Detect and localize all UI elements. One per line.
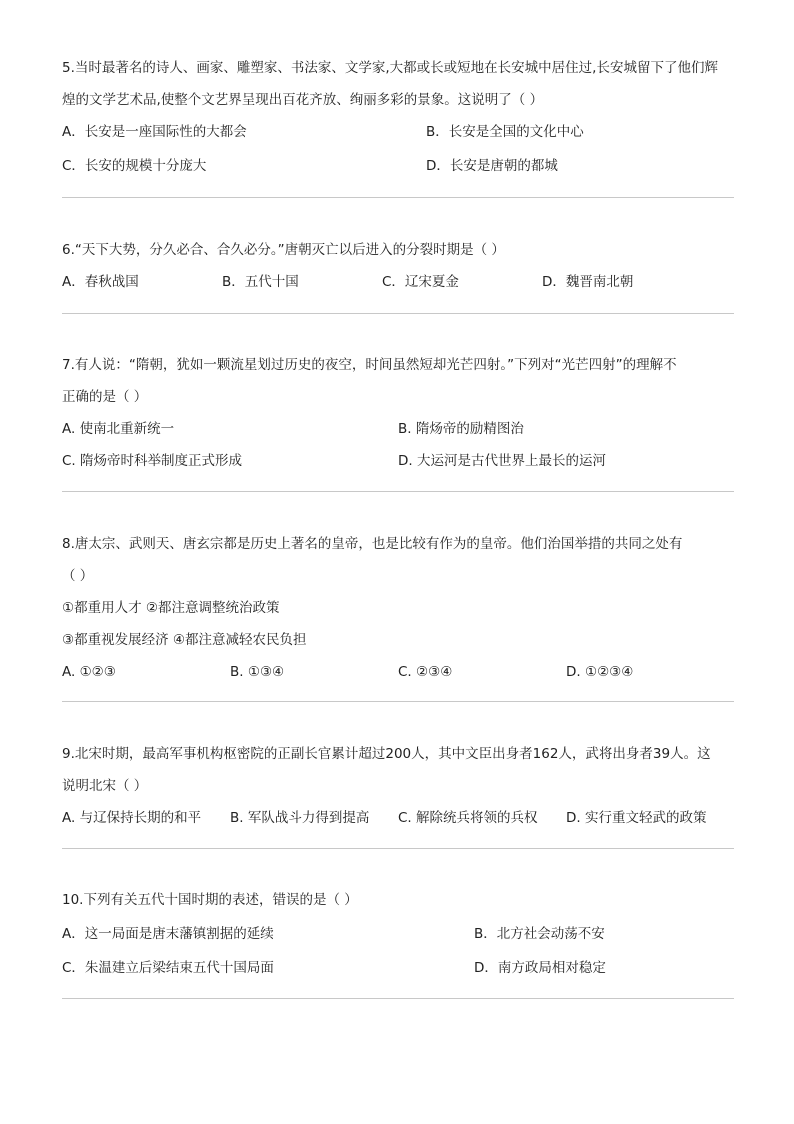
option-a[interactable]: A. 与辽保持长期的和平 xyxy=(62,810,202,826)
option-d[interactable]: D．南方政局相对稳定 xyxy=(474,960,606,976)
question-stem-line: （ ） xyxy=(62,568,94,584)
option-d[interactable]: D. ①②③④ xyxy=(566,664,634,680)
option-b[interactable]: B. 隋炀帝的励精图治 xyxy=(398,421,524,437)
question-divider xyxy=(62,491,734,492)
option-c[interactable]: C. ②③④ xyxy=(398,664,453,680)
option-d[interactable]: D．魏晋南北朝 xyxy=(542,274,634,290)
question-divider xyxy=(62,848,734,849)
option-a[interactable]: A．春秋战国 xyxy=(62,274,139,290)
question-stem-line: 9.北宋时期，最高军事机构枢密院的正副长官累计超过200人，其中文臣出身者162人，武将出身者39人。这 xyxy=(62,746,711,762)
option-d[interactable]: D. 实行重文轻武的政策 xyxy=(566,810,707,826)
option-c[interactable]: C．朱温建立后梁结束五代十国局面 xyxy=(62,960,274,976)
option-b[interactable]: B．五代十国 xyxy=(222,274,299,290)
question-stem-line: 7.有人说：“隋朝，犹如一颗流星划过历史的夜空，时间虽然短却光芒四射。”下列对“光芒四射”的理解不 xyxy=(62,357,677,373)
option-a[interactable]: A. 使南北重新统一 xyxy=(62,421,175,437)
question-divider xyxy=(62,998,734,999)
option-b[interactable]: B．北方社会动荡不安 xyxy=(474,926,605,942)
option-c[interactable]: C．辽宋夏金 xyxy=(382,274,459,290)
question-stem-line: 煌的文学艺术品,使整个文艺界呈现出百花齐放、绚丽多彩的景象。这说明了（ ） xyxy=(62,92,544,108)
question-stem-line: 说明北宋（ ） xyxy=(62,778,148,794)
option-a[interactable]: A. ①②③ xyxy=(62,664,116,680)
option-d[interactable]: D．长安是唐朝的都城 xyxy=(426,158,558,174)
statement-line: ③都重视发展经济 ④都注意减轻农民负担 xyxy=(62,632,307,648)
question-divider xyxy=(62,313,734,314)
option-d[interactable]: D. 大运河是古代世界上最长的运河 xyxy=(398,453,606,469)
question-stem-line: 10.下列有关五代十国时期的表述，错误的是（ ） xyxy=(62,892,358,908)
option-b[interactable]: B. 军队战斗力得到提高 xyxy=(230,810,370,826)
question-divider xyxy=(62,701,734,702)
statement-line: ①都重用人才 ②都注意调整统治政策 xyxy=(62,600,280,616)
option-a[interactable]: A．这一局面是唐末藩镇割据的延续 xyxy=(62,926,274,942)
question-stem-line: 5.当时最著名的诗人、画家、雕塑家、书法家、文学家,大都或长或短地在长安城中居住过,长安城留下了他们辉 xyxy=(62,60,718,76)
option-c[interactable]: C. 解除统兵将领的兵权 xyxy=(398,810,538,826)
question-stem-line: 8.唐太宗、武则天、唐玄宗都是历史上著名的皇帝，也是比较有作为的皇帝。他们治国举措的共同之处有 xyxy=(62,536,683,552)
question-stem-line: 正确的是（ ） xyxy=(62,389,148,405)
option-a[interactable]: A．长安是一座国际性的大都会 xyxy=(62,124,247,140)
option-b[interactable]: B．长安是全国的文化中心 xyxy=(426,124,584,140)
question-stem-line: 6.“天下大势，分久必合、合久必分。”唐朝灭亡以后进入的分裂时期是（ ） xyxy=(62,242,505,258)
option-b[interactable]: B. ①③④ xyxy=(230,664,285,680)
question-divider xyxy=(62,197,734,198)
option-c[interactable]: C．长安的规模十分庞大 xyxy=(62,158,207,174)
option-c[interactable]: C. 隋炀帝时科举制度正式形成 xyxy=(62,453,243,469)
